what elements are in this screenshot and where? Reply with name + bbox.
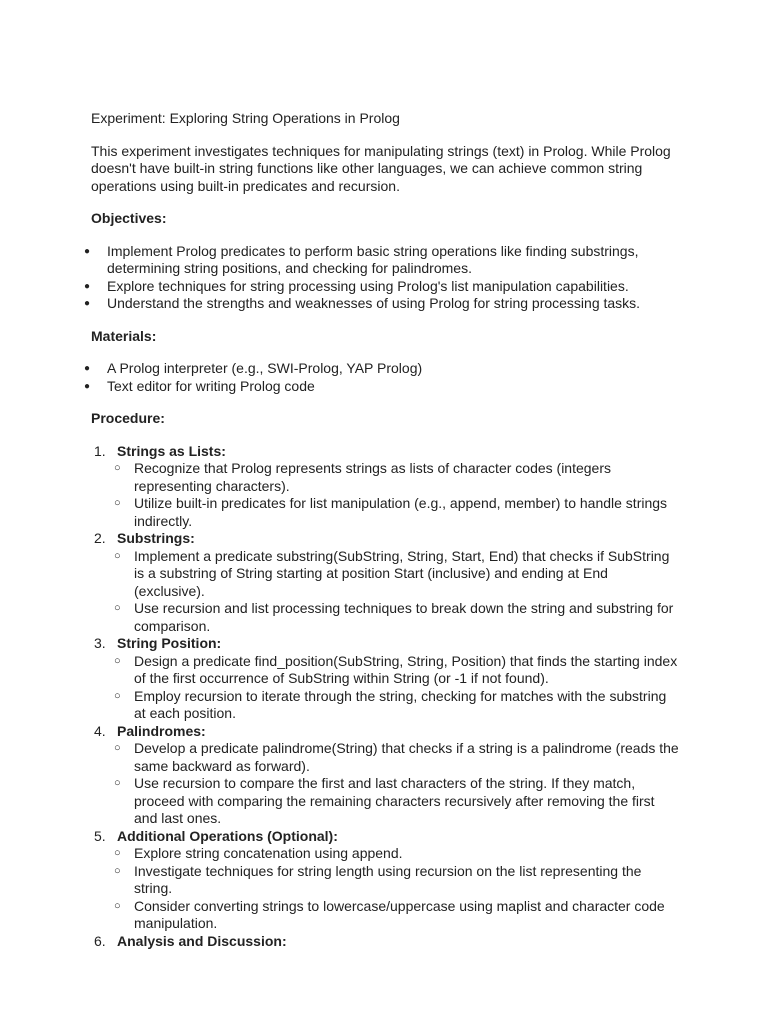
step-number: 6. — [94, 932, 106, 949]
material-item: ● A Prolog interpreter (e.g., SWI-Prolog, YAP Prolog) — [91, 360, 691, 378]
document-title: Experiment: Exploring String Operations in Prolog — [91, 110, 400, 126]
procedure-step — [91, 635, 691, 723]
objectives-list — [91, 243, 691, 313]
step-subitem: ○ Recognize that Prolog represents strings as lists of character codes (integers representing characters). — [117, 460, 679, 495]
step-sublist — [117, 460, 691, 530]
step-number: 4. — [94, 722, 106, 739]
procedure-step — [91, 443, 691, 531]
materials-list — [91, 360, 691, 395]
step-number: 2. — [94, 530, 106, 546]
step-sublist — [117, 845, 691, 933]
step-subitem: ○ Employ recursion to iterate through the string, checking for matches with the substring at each position. — [117, 688, 679, 723]
step-subitem: ○ Investigate techniques for string length using recursion on the list representing the string. — [117, 863, 679, 898]
step-subitem: ○ Explore string concatenation using append. — [117, 845, 679, 863]
procedure-step — [91, 828, 691, 933]
step-subitem: ○ Use recursion to compare the first and last characters of the string. If they match, proceed with comparing the remaining characters recursively after removing the first and last ones. — [117, 775, 679, 828]
procedure-step — [91, 530, 691, 635]
material-item: ● Text editor for writing Prolog code — [91, 378, 691, 396]
step-sublist — [117, 740, 691, 828]
step-title: Strings as Lists: — [117, 442, 226, 459]
step-title: Analysis and Discussion: — [117, 932, 287, 949]
step-title: Palindromes: — [117, 722, 206, 739]
step-title: Substrings: — [117, 530, 195, 546]
step-title: String Position: — [117, 635, 222, 651]
objective-item: ● Explore techniques for string processing using Prolog's list manipulation capabilities. — [91, 278, 691, 296]
objective-item: ● Implement Prolog predicates to perform basic string operations like finding substrings, determining string positions, and checking for palindromes. — [91, 243, 691, 278]
procedure-heading: Procedure: — [91, 410, 165, 426]
objectives-heading: Objectives: — [91, 210, 167, 226]
procedure-step — [91, 723, 691, 828]
step-subitem: ○ Use recursion and list processing techniques to break down the string and substring for comparison. — [117, 600, 679, 635]
step-number: 3. — [94, 635, 106, 651]
step-subitem: ○ Utilize built-in predicates for list manipulation (e.g., append, member) to handle strings indirectly. — [117, 495, 679, 530]
step-subitem: ○ Develop a predicate palindrome(String) that checks if a string is a palindrome (reads the same backward as forward). — [117, 740, 679, 775]
document-body — [91, 110, 691, 950]
step-title: Additional Operations (Optional): — [117, 827, 338, 844]
procedure-step — [91, 933, 691, 951]
step-subitem: ○ Design a predicate find_position(SubString, String, Position) that finds the starting index of the first occurrence of SubString within String (or -1 if not found). — [117, 653, 679, 688]
intro-paragraph: This experiment investigates techniques for manipulating strings (text) in Prolog. While Prolog doesn't have built-in string functions like other languages, we can achieve common string operations using built-in predicates and recursion. — [91, 142, 671, 194]
step-number: 5. — [94, 827, 106, 844]
procedure-steps — [91, 443, 691, 951]
step-sublist — [117, 548, 691, 636]
step-subitem: ○ Implement a predicate substring(SubString, String, Start, End) that checks if SubString is a substring of String starting at position Start (inclusive) and ending at End (exclusive). — [117, 548, 679, 601]
objective-item: ● Understand the strengths and weaknesses of using Prolog for string processing tasks. — [91, 295, 691, 313]
materials-heading: Materials: — [91, 327, 157, 344]
step-sublist — [117, 653, 691, 723]
step-number: 1. — [94, 442, 106, 459]
step-subitem: ○ Consider converting strings to lowercase/uppercase using maplist and character code manipulation. — [117, 898, 679, 933]
